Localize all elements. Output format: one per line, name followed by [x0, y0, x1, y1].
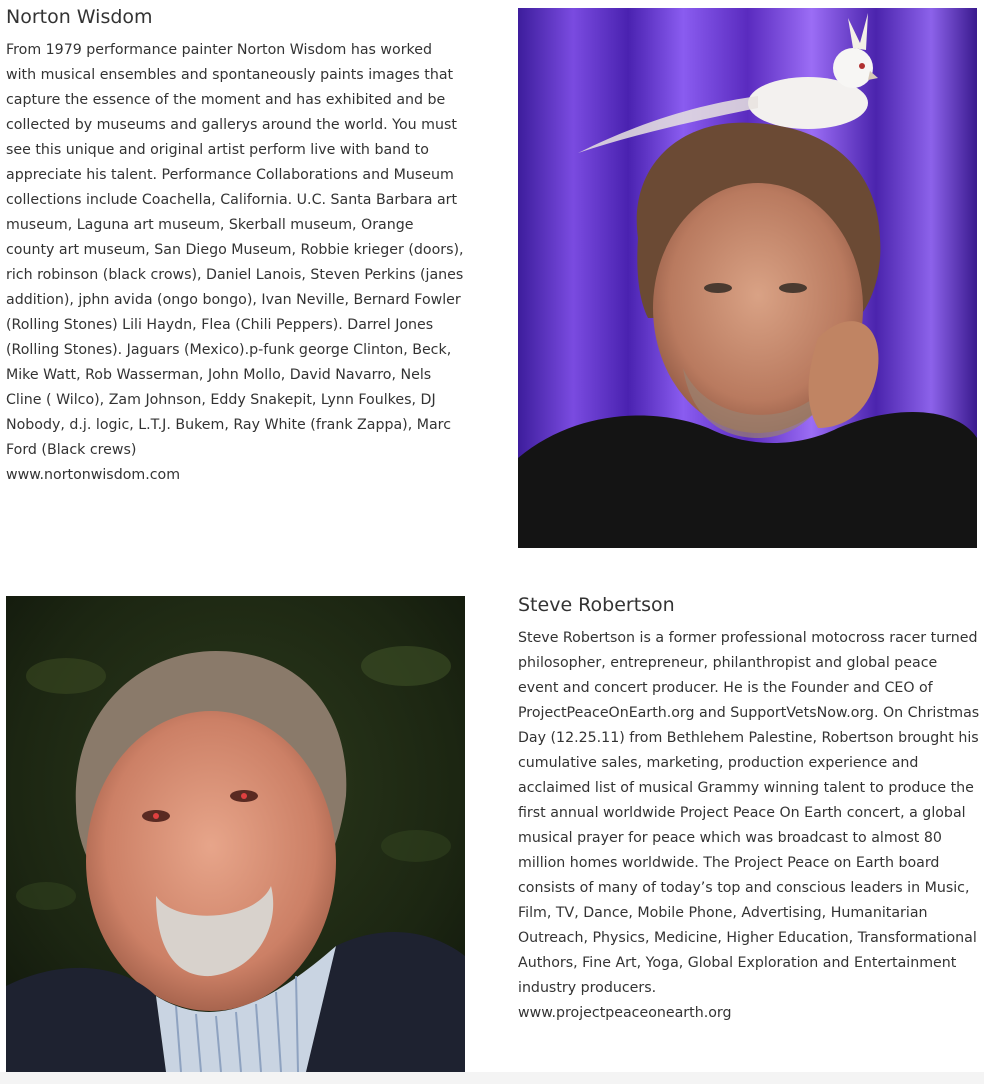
page-bottom-strip — [0, 1072, 984, 1084]
profile-norton-wisdom — [6, 7, 466, 488]
profile-steve-robertson — [518, 595, 980, 1026]
profile-website-link[interactable]: www.nortonwisdom.com — [6, 466, 181, 483]
steve-robertson-photo — [6, 596, 465, 1072]
profile-bio-text: Steve Robertson is a former professional motocross racer turned philosopher, entrepreneur, philanthropist and global peace event and concert producer. He is the Founder and CEO of ProjectPeaceOnEarth.org and SupportVetsNow.org. On Christmas Day (12.25.11) from Bethlehem Palestine, Robertson brought his cumulative sales, marketing, production experience and acclaimed list of musical Grammy winning talent to produce the first annual worldwide Project Peace On Earth concert, a global musical prayer for peace which was broadcast to almost 80 million homes worldwide. The Project Peace on Earth board consists of many of today’s top and conscious leaders in Music, Film, TV, Dance, Mobile Phone, Advertising, Humanitarian Outreach, Physics, Medicine, Higher Education, Transformational Authors, Fine Art, Yoga, Global Exploration and Entertainment industry producers. — [518, 629, 980, 996]
profile-website-link[interactable]: www.projectpeaceonearth.org — [518, 1004, 732, 1021]
profile-bio — [518, 626, 980, 1026]
profile-name: Steve Robertson — [518, 594, 675, 616]
norton-wisdom-photo — [518, 8, 977, 548]
portrait-image — [6, 596, 465, 1072]
profile-name: Norton Wisdom — [6, 6, 153, 28]
portrait-image — [518, 8, 977, 548]
profile-bio — [6, 38, 466, 488]
profile-bio-text: From 1979 performance painter Norton Wisdom has worked with musical ensembles and spontaneously paints images that capture the essence of the moment and has exhibited and be collected by museums and gallerys around the world. You must see this unique and original artist perform live with band to appreciate his talent. Performance Collaborations and Museum collections include Coachella, California. U.C. Santa Barbara art museum, Laguna art museum, Skerball museum, Orange county art museum, San Diego Museum, Robbie krieger (doors), rich robinson (black crows), Daniel Lanois, Steven Perkins (janes addition), jphn avida (ongo bongo), Ivan Neville, Bernard Fowler (Rolling Stones) Lili Haydn, Flea (Chili Peppers). Darrel Jones (Rolling Stones). Jaguars (Mexico).p-funk george Clinton, Beck, Mike Watt, Rob Wasserman, John Mollo, David Navarro, Nels Cline ( Wilco), Zam Johnson, Eddy Snakepit, Lynn Foulkes, DJ Nobody, d.j. logic, L.T.J. Bukem, Ray White (frank Zappa), Marc Ford (Black crews) — [6, 41, 464, 458]
